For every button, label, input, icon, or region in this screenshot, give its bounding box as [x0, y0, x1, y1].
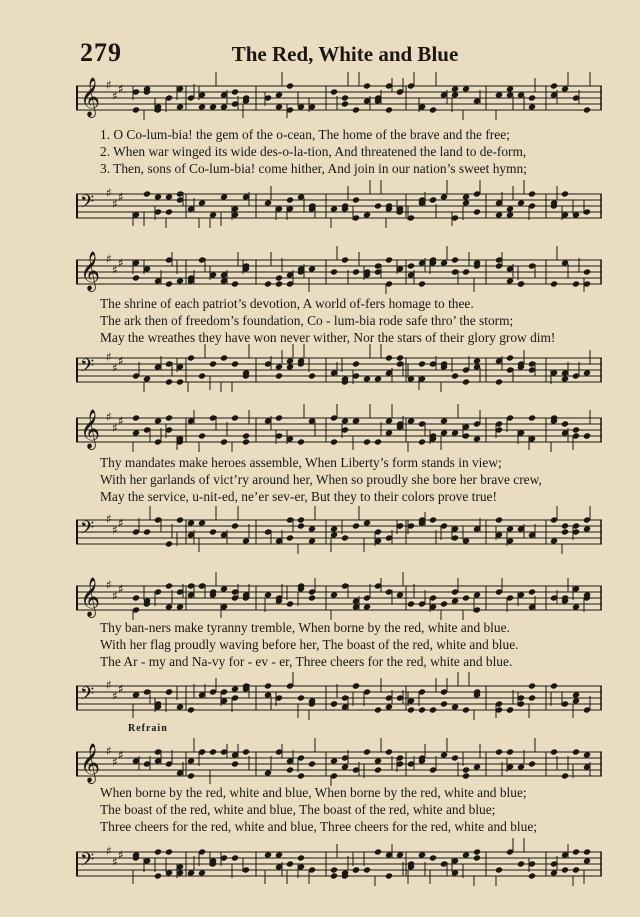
lyric-line: The ark then of freedom’s foundation, Co - lum-bia rode safe thro’ the storm; — [100, 312, 514, 328]
treble-staff-3 — [76, 404, 602, 452]
lyric-line: The Ar - my and Na-vy for - ev - er, Three cheers for the red, white and blue. — [100, 653, 513, 669]
lyric-line: 2. When war winged its wide des-o-la-tion, And threatened the land to de-form, — [100, 143, 527, 159]
sharp-icon: ♯ — [106, 252, 112, 266]
treble-staff-1 — [76, 72, 602, 120]
sharp-icon: ♯ — [112, 755, 118, 769]
sharp-icon: ♯ — [112, 421, 118, 435]
sharp-icon: ♯ — [112, 89, 118, 103]
lyric-line: With her garlands of vict’ry around her, When so proudly she bore her brave crew, — [100, 471, 542, 487]
staff-drawing — [76, 672, 602, 720]
lyrics-block-5 — [100, 785, 604, 835]
lyric-line: 3. Then, sons of Co-lum-bia! come hither, And join in our nation’s sweet hymn; — [100, 160, 527, 176]
bass-clef-icon: 𝄢 — [80, 192, 95, 217]
sharp-icon: ♯ — [106, 350, 112, 364]
sharp-icon: ♯ — [106, 578, 112, 592]
sharp-icon: ♯ — [106, 410, 112, 424]
hymn-number: 279 — [80, 38, 122, 67]
sharp-icon: ♯ — [106, 678, 112, 692]
staff-drawing — [76, 572, 602, 620]
bass-staff-1 — [76, 180, 602, 228]
treble-staff-5 — [76, 738, 602, 786]
staff-drawing — [76, 838, 602, 886]
treble-staff-2 — [76, 246, 602, 294]
sharp-icon: ♯ — [118, 748, 124, 762]
staff-drawing — [76, 180, 602, 228]
lyric-line: Thy ban-ners make tyranny tremble, When borne by the red, white and blue. — [100, 620, 510, 635]
sharp-icon: ♯ — [118, 848, 124, 862]
lyrics-block-2 — [100, 296, 604, 346]
lyric-line: Three cheers for the red, white and blue, Three cheers for the red, white and blue; — [100, 818, 537, 834]
lyrics-block-3 — [100, 455, 604, 505]
sharp-icon: ♯ — [118, 516, 124, 530]
lyric-line: The shrine of each patriot’s devotion, A world of-fers homage to thee. — [100, 296, 474, 311]
sharp-icon: ♯ — [112, 263, 118, 277]
sharp-icon: ♯ — [118, 582, 124, 596]
treble-clef-icon: 𝄞 — [80, 743, 101, 783]
staff-drawing — [76, 404, 602, 452]
treble-clef-icon: 𝄞 — [80, 409, 101, 449]
staff-drawing — [76, 72, 602, 120]
treble-staff-4 — [76, 572, 602, 620]
bass-staff-2 — [76, 344, 602, 392]
lyrics-block-1 — [100, 127, 604, 177]
sharp-icon: ♯ — [118, 82, 124, 96]
sharp-icon: ♯ — [112, 361, 118, 375]
staff-drawing — [76, 344, 602, 392]
sharp-icon: ♯ — [106, 186, 112, 200]
sharp-icon: ♯ — [118, 354, 124, 368]
staff-drawing — [76, 246, 602, 294]
sharp-icon: ♯ — [118, 256, 124, 270]
hymn-title: The Red, White and Blue — [231, 42, 459, 66]
sharp-icon: ♯ — [112, 523, 118, 537]
bass-staff-5 — [76, 838, 602, 886]
sharp-icon: ♯ — [112, 197, 118, 211]
lyrics-block-4 — [100, 620, 604, 670]
sharp-icon: ♯ — [118, 682, 124, 696]
refrain-label: Refrain — [128, 723, 168, 734]
sharp-icon: ♯ — [106, 512, 112, 526]
treble-clef-icon: 𝄞 — [80, 251, 101, 291]
sharp-icon: ♯ — [106, 78, 112, 92]
lyric-line: May the wreathes they have won never wither, Nor the stars of their glory grow dim! — [100, 329, 556, 345]
bass-staff-4 — [76, 672, 602, 720]
bass-clef-icon: 𝄢 — [80, 518, 95, 543]
sharp-icon: ♯ — [112, 689, 118, 703]
bass-clef-icon: 𝄢 — [80, 850, 95, 875]
lyric-line: The boast of the red, white and blue, The boast of the red, white and blue; — [100, 801, 496, 817]
sharp-icon: ♯ — [118, 414, 124, 428]
bass-staff-3 — [76, 506, 602, 554]
staff-drawing — [76, 738, 602, 786]
sharp-icon: ♯ — [112, 855, 118, 869]
sharp-icon: ♯ — [118, 190, 124, 204]
lyric-line: With her flag proudly waving before her, The boast of the red, white and blue. — [100, 636, 519, 652]
bass-clef-icon: 𝄢 — [80, 356, 95, 381]
sharp-icon: ♯ — [106, 744, 112, 758]
lyric-line: When borne by the red, white and blue, When borne by the red, white and blue; — [100, 785, 527, 800]
staff-drawing — [76, 506, 602, 554]
lyric-line: May the service, u-nit-ed, ne’er sev-er, But they to their colors prove true! — [100, 488, 497, 504]
sharp-icon: ♯ — [106, 844, 112, 858]
sharp-icon: ♯ — [112, 589, 118, 603]
treble-clef-icon: 𝄞 — [80, 77, 101, 117]
treble-clef-icon: 𝄞 — [80, 577, 101, 617]
lyric-line: Thy mandates make heroes assemble, When Liberty’s form stands in view; — [100, 455, 502, 470]
bass-clef-icon: 𝄢 — [80, 684, 95, 709]
lyric-line: 1. O Co-lum-bia! the gem of the o-cean, The home of the brave and the free; — [100, 127, 510, 142]
